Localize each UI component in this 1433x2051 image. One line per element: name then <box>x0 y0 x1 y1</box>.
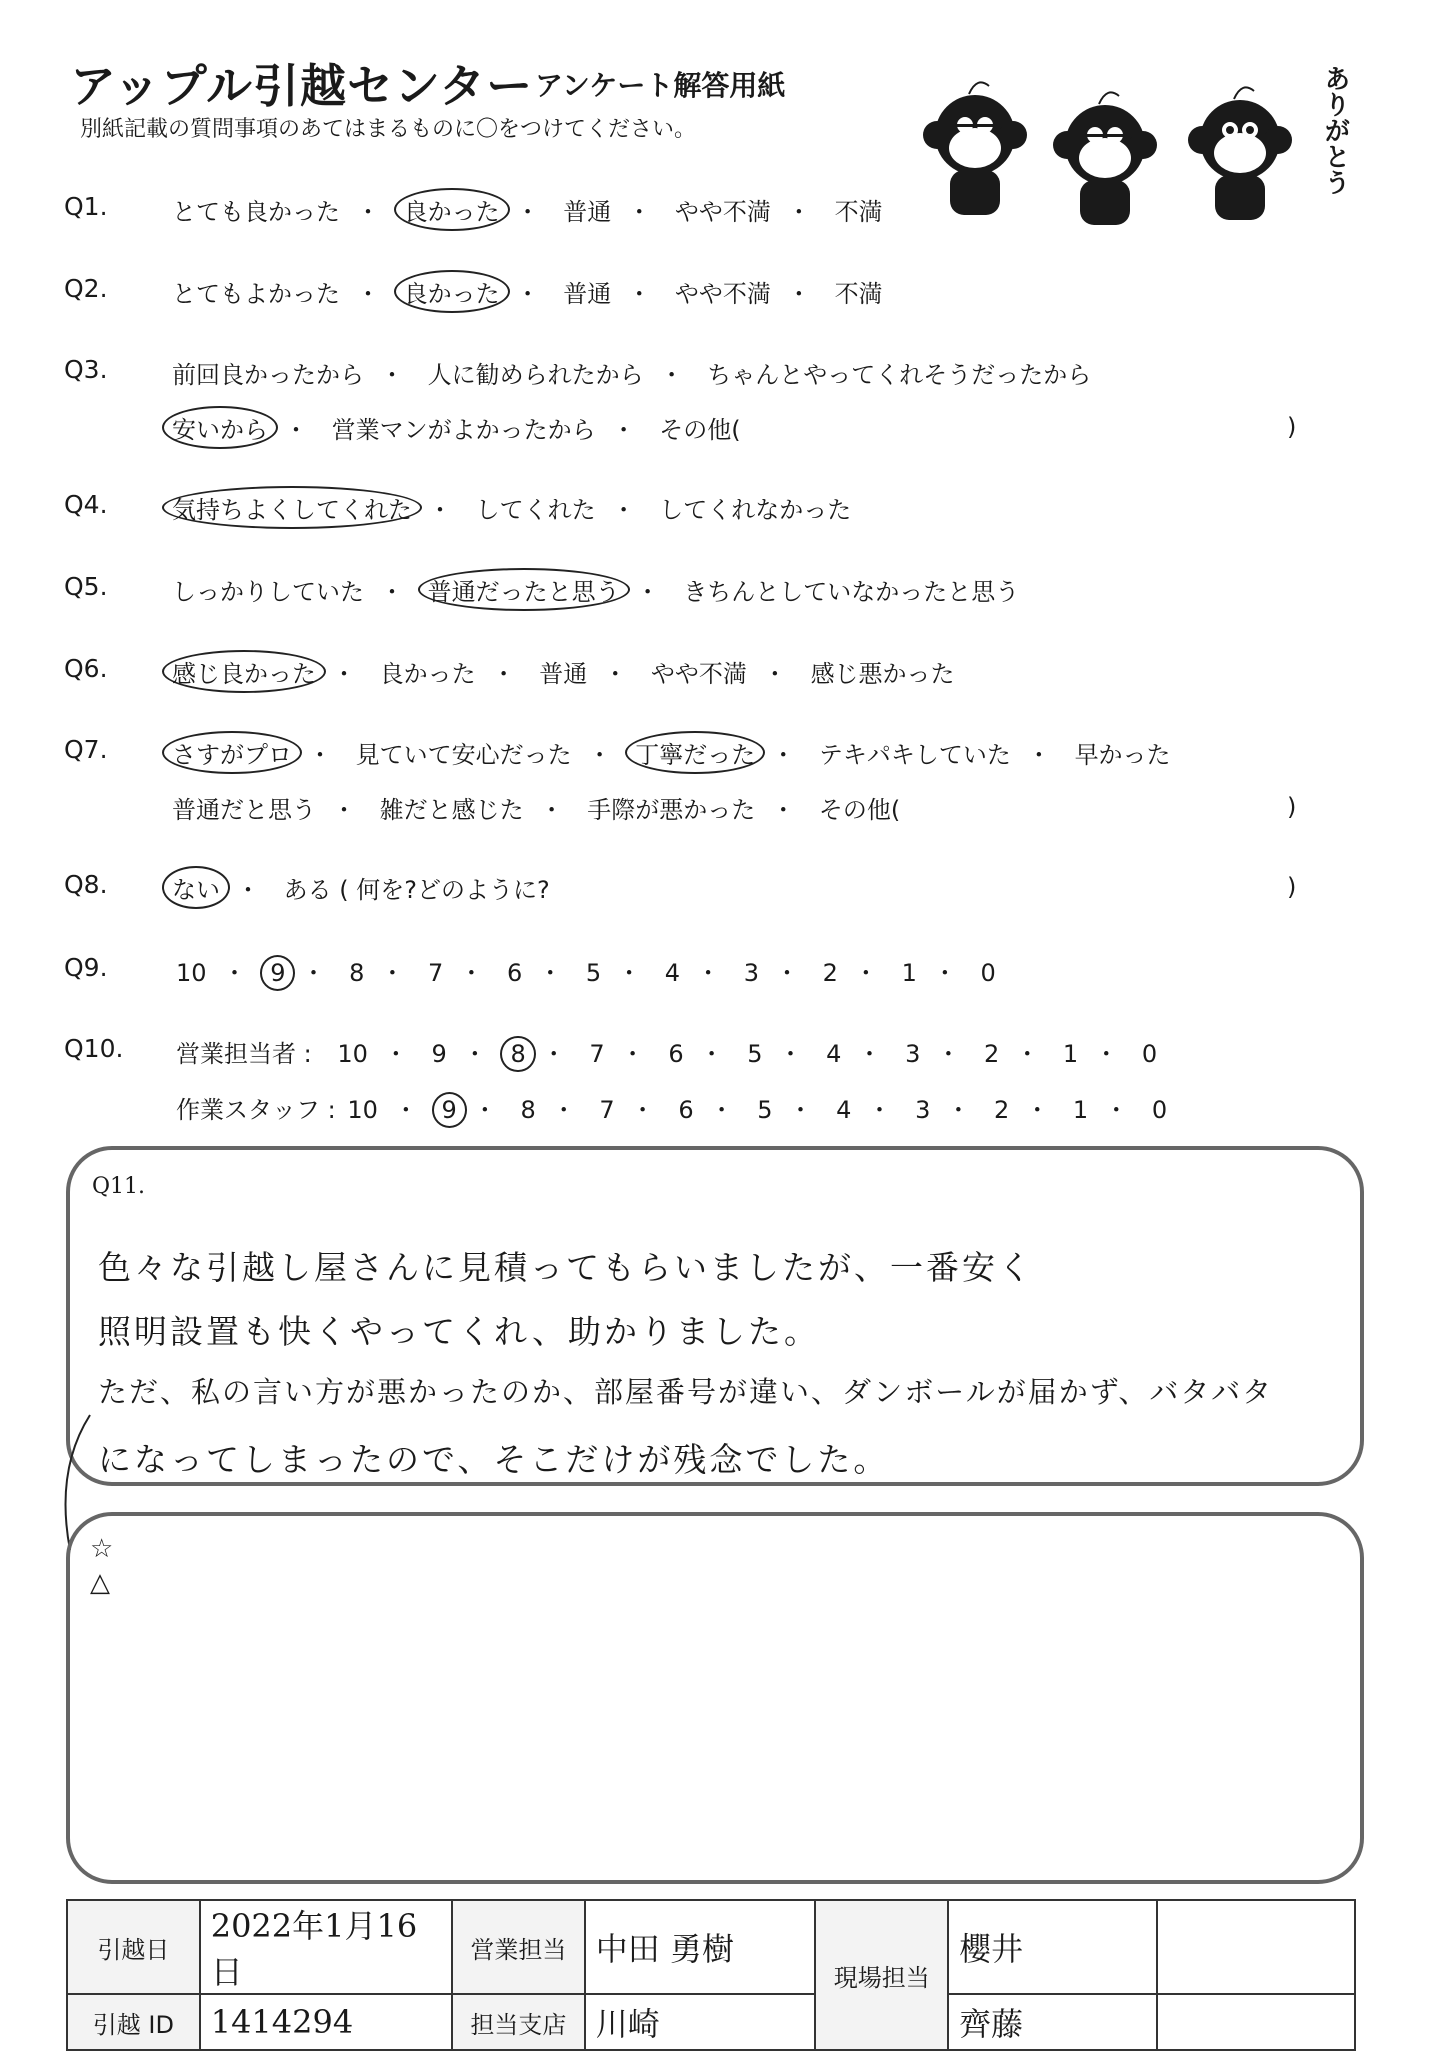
q6-option[interactable]: 良かった <box>379 660 476 688</box>
q6-option-selected[interactable]: 感じ良かった <box>162 650 326 693</box>
move-id-value: 1414294 <box>200 1994 452 2050</box>
q1-option[interactable]: やや不満 <box>674 198 771 226</box>
q7-option[interactable]: テキパキしていた <box>818 741 1011 769</box>
q11-label: Q11. <box>92 1174 146 1199</box>
q7-option[interactable]: 早かった <box>1074 741 1171 769</box>
q4-option[interactable]: してくれなかった <box>659 496 852 524</box>
branch-label: 担当支店 <box>452 1994 585 2050</box>
q9-score[interactable]: 7 <box>428 959 444 987</box>
sales-label: 営業担当 <box>452 1900 585 1994</box>
move-id-label: 引越 ID <box>67 1994 200 2050</box>
empty-cell <box>1157 1900 1355 1994</box>
q2-option[interactable]: 不満 <box>834 280 883 308</box>
q2-option[interactable]: とてもよかった <box>172 280 340 308</box>
q7-option-selected[interactable]: さすがプロ <box>162 731 302 774</box>
page-title: アップル引越センター <box>70 59 534 113</box>
q3-options-line1: 前回良かったから ・ 人に勧められたから ・ ちゃんとやってくれそうだったから <box>172 355 1091 390</box>
q10-score[interactable]: 7 <box>599 1096 615 1124</box>
q8-option-selected[interactable]: ない <box>162 866 230 909</box>
q1-option[interactable]: 普通 <box>563 198 612 226</box>
q6-option[interactable]: やや不満 <box>650 660 747 688</box>
q2-label: Q2. <box>64 274 108 303</box>
q9-score[interactable]: 1 <box>901 959 917 987</box>
q1-option[interactable]: とても良かった <box>172 198 340 226</box>
q7-label: Q7. <box>64 735 108 764</box>
site-label: 現場担当 <box>815 1900 948 2050</box>
q7-option[interactable]: 雑だと感じた <box>379 796 524 824</box>
q9-score[interactable]: 5 <box>585 959 602 987</box>
page-subtitle: アンケート解答用紙 <box>535 69 786 102</box>
q8-option[interactable]: ある ( 何を?どのように? <box>283 876 550 904</box>
q1-label: Q1. <box>64 192 108 221</box>
q10-score[interactable]: 4 <box>836 1096 852 1124</box>
q10-score[interactable]: 9 <box>431 1040 447 1068</box>
monkey-mascots-icon <box>905 60 1365 230</box>
q9-score[interactable]: 2 <box>822 959 838 987</box>
mascot-illustration <box>905 60 1365 230</box>
sales-value: 中田 勇樹 <box>585 1900 816 1994</box>
q7-options-line2: 普通だと思う ・ 雑だと感じた ・ 手際が悪かった ・ その他( <box>172 790 900 825</box>
q9-score[interactable]: 0 <box>980 959 996 987</box>
q10-sales-label: 営業担当者 : <box>176 1040 312 1068</box>
q10-score[interactable]: 4 <box>826 1040 842 1068</box>
q5-option-selected[interactable]: 普通だったと思う <box>418 568 630 611</box>
q8-paren-close: ) <box>1287 873 1297 901</box>
q4-option-selected[interactable]: 気持ちよくしてくれた <box>162 486 422 529</box>
q10-score[interactable]: 5 <box>757 1096 773 1124</box>
q10-score[interactable]: 10 <box>337 1040 368 1068</box>
q9-label: Q9. <box>64 953 108 982</box>
q10-score[interactable]: 6 <box>678 1096 694 1124</box>
q5-option[interactable]: きちんとしていなかったと思う <box>683 578 1020 606</box>
q9-score[interactable]: 8 <box>349 959 365 987</box>
q9-score[interactable]: 4 <box>664 959 681 987</box>
site-value-2: 齊藤 <box>948 1994 1157 2050</box>
q3-label: Q3. <box>64 355 108 384</box>
q3-option[interactable]: 人に勧められたから <box>427 361 644 389</box>
q10-score[interactable]: 0 <box>1141 1040 1158 1068</box>
q11-comment-line: ただ、私の言い方が悪かったのか、部屋番号が違い、ダンボールが届かず、バタバタ <box>98 1375 1274 1409</box>
empty-cell <box>1157 1994 1355 2050</box>
q9-scale: 10 ・ 9 ・ 8 ・ 7 ・ 6 ・ 5 ・ 4 ・ 3 ・ 2 ・ 1 ・ 0 <box>176 953 996 988</box>
q3-option[interactable]: 営業マンがよかったから <box>331 416 596 444</box>
q5-label: Q5. <box>64 572 108 601</box>
q10-score[interactable]: 1 <box>1072 1096 1089 1124</box>
q10-score[interactable]: 0 <box>1151 1096 1168 1124</box>
q2-option[interactable]: やや不満 <box>674 280 771 308</box>
q10-staff-row: 作業スタッフ : 10 ・ 9 ・ 8 ・ 7 ・ 6 ・ 5 ・ 4 ・ 3 ・ 2 ・ 1 ・ 0 <box>176 1090 1167 1125</box>
q6-label: Q6. <box>64 654 108 683</box>
q7-option[interactable]: 手際が悪かった <box>587 796 756 824</box>
q6-option[interactable]: 普通 <box>539 660 588 688</box>
q3-option-other[interactable]: その他( <box>659 416 741 444</box>
branch-value: 川崎 <box>585 1994 816 2050</box>
q10-score[interactable]: 5 <box>747 1040 763 1068</box>
q8-options: ない ・ ある ( 何を?どのように? <box>172 870 550 905</box>
q7-option-other[interactable]: その他( <box>818 796 901 824</box>
q10-score[interactable]: 3 <box>905 1040 921 1068</box>
q3-option-selected[interactable]: 安いから <box>162 406 278 449</box>
q5-option[interactable]: しっかりしていた <box>172 578 364 606</box>
q2-option-selected[interactable]: 良かった <box>394 270 510 313</box>
q7-option-selected[interactable]: 丁寧だった <box>625 731 765 774</box>
q8-label: Q8. <box>64 870 108 899</box>
q10-score[interactable]: 7 <box>589 1040 605 1068</box>
instruction-text: 別紙記載の質問事項のあてはまるものに〇をつけてください。 <box>80 117 697 142</box>
q9-score-selected[interactable]: 9 <box>260 955 295 991</box>
q10-score[interactable]: 8 <box>520 1096 536 1124</box>
notes-box[interactable] <box>66 1512 1364 1884</box>
q11-comment-line: 照明設置も快くやってくれ、助かりました。 <box>98 1312 820 1351</box>
q4-options: 気持ちよくしてくれた ・ してくれた ・ してくれなかった <box>172 490 851 525</box>
q1-options: とても良かった ・ 良かった ・ 普通 ・ やや不満 ・ 不満 <box>172 192 883 227</box>
q11-comment-line: 色々な引越し屋さんに見積ってもらいましたが、一番安く <box>98 1248 1034 1287</box>
q10-score-selected[interactable]: 9 <box>432 1092 467 1128</box>
q10-staff-label: 作業スタッフ : <box>176 1096 336 1124</box>
q3-paren-close: ) <box>1287 413 1297 441</box>
q1-option-selected[interactable]: 良かった <box>394 188 510 231</box>
q10-score[interactable]: 6 <box>668 1040 684 1068</box>
q9-score[interactable]: 6 <box>506 959 523 987</box>
q5-options: しっかりしていた ・ 普通だったと思う ・ きちんとしていなかったと思う <box>172 572 1019 607</box>
q11-comment-line: になってしまったので、そこだけが残念でした。 <box>98 1440 890 1479</box>
thanks-text: ありがとう <box>1320 65 1350 195</box>
q10-score[interactable]: 2 <box>994 1096 1010 1124</box>
star-mark: ☆ <box>90 1534 114 1564</box>
q10-score[interactable]: 1 <box>1062 1040 1079 1068</box>
move-date-label: 引越日 <box>67 1900 200 1994</box>
q9-score[interactable]: 10 <box>176 959 207 987</box>
site-value-1: 櫻井 <box>948 1900 1157 1994</box>
q1-option[interactable]: 不満 <box>834 198 883 226</box>
move-date-value: 2022年1月16日 <box>200 1900 452 1994</box>
info-table <box>66 1899 1356 2051</box>
q4-label: Q4. <box>64 490 108 519</box>
q10-score[interactable]: 2 <box>984 1040 1000 1068</box>
q7-paren-close: ) <box>1287 793 1297 821</box>
q7-option[interactable]: 見ていて安心だった <box>355 741 572 769</box>
q3-option[interactable]: 前回良かったから <box>172 361 364 389</box>
q6-option[interactable]: 感じ悪かった <box>810 660 955 688</box>
q3-options-line2: 安いから ・ 営業マンがよかったから ・ その他( <box>172 410 741 445</box>
q3-option[interactable]: ちゃんとやってくれそうだったから <box>707 361 1092 389</box>
q10-score-selected[interactable]: 8 <box>500 1036 535 1072</box>
q9-score[interactable]: 3 <box>743 959 759 987</box>
q2-option[interactable]: 普通 <box>563 280 612 308</box>
q10-score[interactable]: 10 <box>347 1096 378 1124</box>
q7-options-line1: さすがプロ ・ 見ていて安心だった ・ 丁寧だった ・ テキパキしていた ・ 早かった <box>172 735 1171 770</box>
q7-option[interactable]: 普通だと思う <box>172 796 316 824</box>
q6-options: 感じ良かった ・ 良かった ・ 普通 ・ やや不満 ・ 感じ悪かった <box>172 654 955 689</box>
triangle-mark: △ <box>90 1568 110 1598</box>
q10-sales-row: 営業担当者 : 10 ・ 9 ・ 8 ・ 7 ・ 6 ・ 5 ・ 4 ・ 3 ・ 2 ・ 1 ・ 0 <box>176 1034 1157 1069</box>
q2-options: とてもよかった ・ 良かった ・ 普通 ・ やや不満 ・ 不満 <box>172 274 883 309</box>
q10-score[interactable]: 3 <box>915 1096 931 1124</box>
q4-option[interactable]: してくれた <box>475 496 596 524</box>
q10-label: Q10. <box>64 1034 124 1063</box>
